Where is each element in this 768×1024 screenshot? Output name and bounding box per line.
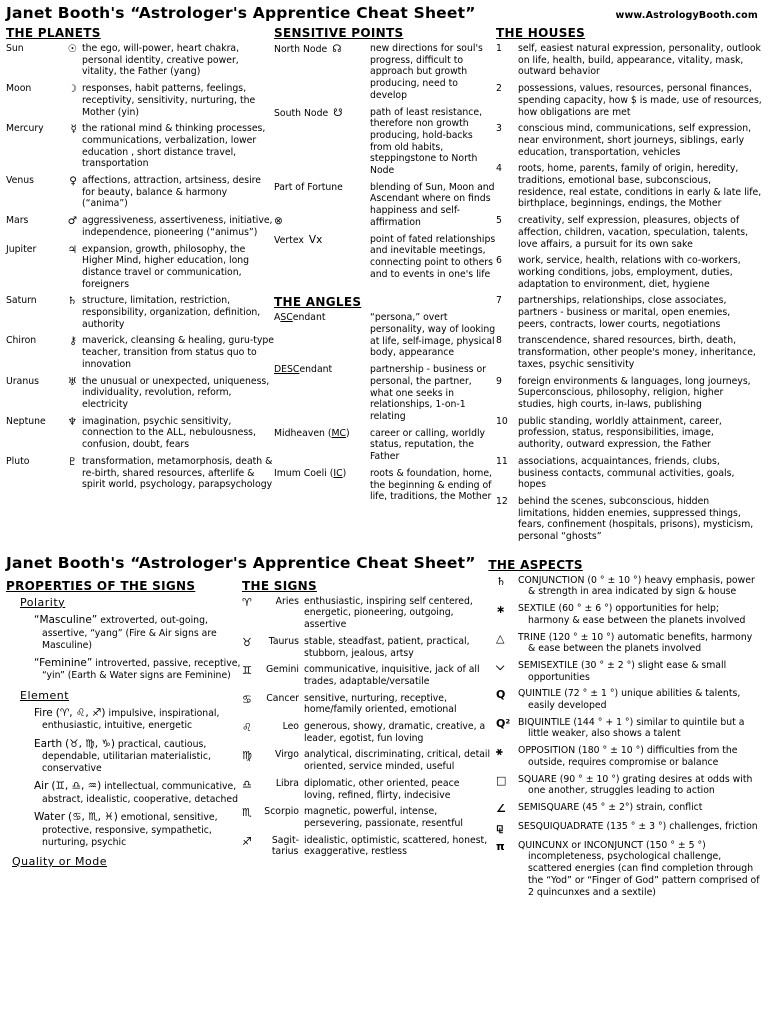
aspect-angle: (180 ° ± 10 °) — [578, 745, 644, 757]
aspect-name: BIQUINTILE — [518, 716, 571, 728]
aspect-angle: (120 ° ± 10 °) — [548, 631, 615, 643]
aspect-angle: (30 ° ± 2 °) — [580, 659, 635, 671]
element-label: Air — [34, 780, 49, 793]
aspect-description: difficulties from the outside, requires compromise or balance — [528, 745, 738, 768]
column-houses — [496, 22, 762, 548]
planet-term — [6, 295, 82, 330]
planet-description: the rational mind & thinking processes, communications, verbalization, lower education , short distance travel, transportation — [82, 123, 266, 170]
angle-description: career or calling, worldly status, reputation, the Father — [370, 427, 486, 463]
sensitive-point-term — [274, 182, 370, 229]
sign-name: Taurus — [268, 635, 299, 647]
aspect-description: unique abilities & talents, easily developed — [528, 688, 741, 712]
planet-term — [6, 416, 82, 451]
planet-description: affections, attraction, artsiness, desire for beauty, balance & harmony (“anima”) — [82, 175, 262, 210]
house-row — [496, 416, 762, 451]
element-block — [20, 689, 242, 849]
aspect-row — [492, 821, 762, 835]
element-label: Fire — [34, 706, 53, 719]
signs-list — [242, 596, 492, 858]
aspect-glyph-icon: ∗ — [496, 603, 506, 617]
aspect-angle: (72 ° ± 1 °) — [564, 688, 619, 700]
planet-term — [6, 215, 82, 238]
sign-row — [242, 721, 492, 744]
house-row — [496, 456, 762, 491]
heading-sensitive-points: SENSITIVE POINTS — [274, 26, 404, 40]
aspect-name: SQUARE — [518, 773, 557, 785]
aspect-glyph-icon: ⚹ — [496, 745, 503, 759]
planet-term — [6, 123, 82, 170]
properties-block — [6, 596, 242, 869]
element-sign-glyphs-icon: (♉, ♍, ♑) — [65, 737, 115, 750]
sensitive-point-glyph-icon: ☋ — [333, 106, 343, 119]
house-row — [496, 215, 762, 250]
sensitive-point-name: Part of Fortune — [274, 181, 343, 193]
polarity-item — [34, 614, 242, 652]
aspect-description: incompleteness, psychological challenge, scattered energies (can find completion through the “Yod” or “Finger of God” pattern comprised of 2 quincunxes and a sextile) — [528, 851, 760, 898]
planet-row — [6, 244, 274, 291]
sign-glyph-icon: ♌ — [242, 721, 252, 735]
heading-planets: THE PLANETS — [6, 26, 101, 40]
sign-term — [242, 835, 304, 858]
aspect-row — [492, 660, 762, 683]
page-title-2: Janet Booth's “Astrologer's Apprentice Cheat Sheet” — [6, 553, 476, 572]
planet-name: Mars — [6, 215, 29, 227]
aspect-row — [492, 745, 762, 768]
sign-row — [242, 596, 492, 631]
sign-glyph-icon: ♋ — [242, 692, 252, 706]
polarity-items — [20, 614, 242, 683]
aspect-name: SEMISEXTILE — [518, 659, 578, 671]
house-description: transcendence, shared resources, birth, death, transformation, other people's money, inheritance, taxes, psychic sensitivity — [518, 335, 756, 370]
angle-name: DESCendant — [274, 364, 333, 376]
house-description: work, service, health, relations with co-workers, working conditions, jobs, employment, duties, adaptation to environment, diet, hygiene — [518, 255, 741, 290]
aspect-name: TRINE — [518, 631, 546, 643]
angle-term — [274, 428, 370, 463]
aspect-text — [518, 603, 762, 626]
sign-description: generous, showy, dramatic, creative, a leader, egotist, fun loving — [304, 721, 486, 744]
sign-term — [242, 778, 304, 801]
aspects-list — [492, 575, 762, 898]
house-row — [496, 376, 762, 411]
polarity-title: Polarity — [20, 595, 66, 609]
element-sign-glyphs-icon: (♋, ♏, ♓) — [68, 811, 118, 824]
sign-glyph-icon: ♍ — [242, 749, 252, 763]
heading-angles: THE ANGLES — [274, 295, 362, 310]
aspect-angle: (135 ° ± 3 °) — [606, 820, 667, 832]
spacer — [274, 285, 496, 291]
sensitive-point-glyph-icon: Vx — [308, 233, 323, 246]
house-number: 10 — [496, 415, 508, 427]
sign-name: Sagit- tarius — [271, 834, 299, 858]
heading-properties: PROPERTIES OF THE SIGNS — [6, 578, 196, 593]
aspect-row — [492, 603, 762, 626]
aspect-description: slight ease & small opportunities — [528, 659, 727, 683]
house-description: public standing, worldly attainment, career, profession, status, responsibilities, image, authority, outward expression, the Father — [518, 415, 722, 451]
aspect-name: SEMISQUARE — [518, 801, 580, 813]
planet-row — [6, 215, 274, 238]
house-number: 7 — [496, 295, 502, 307]
planet-glyph-icon: ☽ — [67, 83, 77, 96]
sign-description: analytical, discriminating, critical, detail oriented, service minded, useful — [304, 749, 491, 773]
aspect-text — [518, 688, 762, 711]
aspect-name: SESQUIQUADRATE — [518, 820, 604, 832]
angle-row — [274, 364, 496, 423]
sensitive-point-term — [274, 234, 370, 281]
planet-name: Neptune — [6, 415, 46, 427]
sign-name: Aries — [275, 595, 299, 607]
polarity-label: “Masculine” — [34, 614, 98, 627]
sign-term — [242, 636, 304, 659]
planet-term — [6, 43, 82, 78]
planet-row — [6, 123, 274, 170]
angles-list — [274, 312, 496, 503]
angle-row — [274, 312, 496, 359]
sensitive-point-name: South Node — [274, 107, 329, 119]
page-title: Janet Booth's “Astrologer's Apprentice Cheat Sheet” — [6, 4, 476, 22]
aspect-name: CONJUNCTION — [518, 574, 585, 586]
aspect-angle: (60 ° ± 6 °) — [558, 603, 613, 615]
aspect-description: grating desires at odds with one another, struggles leading to action — [528, 773, 753, 797]
aspect-angle: (0 ° ± 10 °) — [587, 574, 642, 586]
aspect-row — [492, 717, 762, 740]
sign-name: Scorpio — [264, 806, 299, 818]
house-row — [496, 123, 762, 158]
element-text: emotional, sensitive, protective, responsive, sympathetic, nurturing, psychic — [42, 812, 218, 848]
planet-row — [6, 335, 274, 370]
aspect-row — [492, 575, 762, 598]
sign-glyph-icon: ♊ — [242, 664, 252, 678]
house-number: 12 — [496, 495, 508, 507]
aspect-text — [518, 821, 762, 835]
element-item — [34, 707, 242, 733]
aspect-glyph-icon: Q — [496, 688, 506, 702]
aspect-text — [518, 840, 762, 899]
planet-description: transformation, metamorphosis, death & re-birth, shared resources, afterlife & spirit world, psychology, parapsychology — [82, 455, 273, 491]
house-row — [496, 496, 762, 543]
sign-glyph-icon: ♏ — [242, 806, 252, 820]
angle-row — [274, 468, 496, 503]
website-url: www.AstrologyBooth.com — [615, 10, 758, 21]
planets-list — [6, 43, 274, 491]
houses-list — [496, 43, 762, 543]
sign-row — [242, 693, 492, 716]
aspect-text — [518, 717, 762, 740]
house-number: 9 — [496, 375, 502, 387]
planet-name: Mercury — [6, 123, 44, 135]
house-number: 1 — [496, 43, 502, 54]
sensitive-point-row — [274, 234, 496, 281]
planet-row — [6, 83, 274, 118]
planet-description: maverick, cleansing & healing, guru-type teacher, transition from status quo to innovation — [82, 335, 274, 370]
aspect-name: SEXTILE — [518, 603, 556, 615]
aspect-description: heavy emphasis, power & strength in area indicated by sign & house — [528, 574, 755, 598]
angle-name: ASCendant — [274, 312, 326, 324]
planet-row — [6, 376, 274, 411]
planet-description: responses, habit patterns, feelings, receptivity, sensitivity, nurturing, the Mother (yin) — [82, 83, 256, 118]
planet-row — [6, 295, 274, 330]
polarity-item — [34, 657, 242, 683]
aspect-row — [492, 632, 762, 655]
sensitive-point-description: blending of Sun, Moon and Ascendant where on finds happiness and self-affirmation — [370, 181, 495, 228]
planet-row — [6, 416, 274, 451]
sign-description: idealistic, optimistic, scattered, honest, exaggerative, restless — [304, 834, 488, 858]
house-row — [496, 83, 762, 118]
planet-term — [6, 335, 82, 370]
house-row — [496, 295, 762, 330]
aspect-glyph-icon: □ — [496, 773, 507, 787]
sign-row — [242, 664, 492, 687]
column-properties — [6, 575, 242, 903]
planet-name: Jupiter — [6, 243, 37, 255]
planet-glyph-icon: ♀ — [69, 175, 77, 188]
house-number: 4 — [496, 163, 502, 175]
column-aspects — [492, 575, 762, 903]
house-number: 11 — [496, 455, 508, 467]
aspect-angle: (144 ° + 1 °) — [573, 716, 634, 728]
top-columns — [6, 22, 762, 548]
column-signs — [242, 575, 492, 903]
house-row — [496, 163, 762, 210]
house-number: 2 — [496, 83, 502, 95]
heading-aspects: THE ASPECTS — [488, 557, 583, 572]
quality-title: Quality or Mode — [12, 854, 108, 868]
planet-glyph-icon: ♅ — [67, 375, 77, 388]
house-number: 6 — [496, 255, 502, 267]
aspect-row — [492, 840, 762, 899]
angle-term — [274, 312, 370, 359]
planet-term — [6, 376, 82, 411]
aspect-row — [492, 774, 762, 797]
element-items — [20, 707, 242, 849]
sign-description: diplomatic, other oriented, peace loving, refined, flirty, indecisive — [304, 777, 460, 801]
sensitive-points-list — [274, 43, 496, 280]
planet-name: Sun — [6, 43, 24, 54]
house-number: 8 — [496, 335, 502, 347]
element-sign-glyphs-icon: (♊, ♎, ♒) — [51, 780, 102, 793]
planet-name: Saturn — [6, 295, 37, 307]
angle-name: Midheaven (MC) — [274, 427, 350, 439]
aspect-glyph-icon: π — [496, 839, 505, 853]
aspect-glyph-icon: ♄ — [496, 574, 506, 588]
sign-term — [242, 749, 304, 772]
aspect-name: QUINCUNX or INCONJUNCT — [518, 839, 643, 851]
planet-term — [6, 83, 82, 118]
sensitive-point-glyph-icon: ☊ — [332, 43, 342, 55]
sign-term — [242, 664, 304, 687]
planet-glyph-icon: ♃ — [67, 243, 77, 256]
element-sign-glyphs-icon: (♈, ♌, ♐) — [55, 706, 106, 719]
sign-name: Leo — [282, 721, 299, 733]
planet-name: Pluto — [6, 455, 30, 467]
element-title: Element — [20, 688, 70, 702]
aspect-glyph-icon: Q² — [496, 716, 511, 730]
sensitive-point-row — [274, 107, 496, 177]
house-number: 5 — [496, 215, 502, 227]
angle-name: Imum Coeli (IC) — [274, 467, 347, 479]
sensitive-point-name: North Node — [274, 44, 328, 55]
sensitive-point-row — [274, 182, 496, 229]
planet-name: Chiron — [6, 335, 37, 347]
planet-description: the unusual or unexpected, uniqueness, individuality, revolution, reform, electricity — [82, 375, 270, 410]
masthead-top — [6, 4, 762, 22]
polarity-block — [20, 596, 242, 683]
planet-name: Moon — [6, 83, 32, 95]
sign-description: sensitive, nurturing, receptive, home/family oriented, emotional — [304, 692, 457, 716]
aspect-angle: (90 ° ± 10 °) — [559, 773, 620, 785]
sign-term — [242, 721, 304, 744]
house-description: possessions, values, resources, personal finances, spending capacity, how $ is made, use of resources, how obligations are met — [518, 83, 762, 118]
planet-description: expansion, growth, philosophy, the Higher Mind, higher education, long distance travel or communication, foreigners — [82, 243, 250, 290]
sign-name: Virgo — [275, 749, 299, 761]
element-text: practical, cautious, dependable, utilitarian materialistic, conservative — [42, 738, 211, 775]
planet-description: the ego, will-power, heart chakra, personal identity, creative power, vitality, the Father (yang) — [82, 43, 240, 78]
house-description: associations, acquaintances, friends, clubs, business contacts, communal activities, goals, hopes — [518, 455, 735, 491]
element-label: Water — [34, 811, 66, 824]
planet-name: Uranus — [6, 375, 39, 387]
planet-description: structure, limitation, restriction, responsibility, organization, definition, authority — [82, 295, 261, 330]
bottom-half — [6, 554, 762, 903]
planet-description: imagination, psychic sensitivity, connection to the ALL, nebulousness, confusion, doubt, fears — [82, 415, 256, 451]
sensitive-point-glyph-icon: ⊗ — [274, 215, 283, 228]
polarity-label: “Feminine” — [34, 656, 93, 669]
aspect-description: opportunities for help; harmony & ease between the planets involved — [528, 603, 746, 626]
house-description: conscious mind, communications, self expression, near environment, short journeys, siblings, early education, transportation, vehicles — [518, 123, 752, 158]
aspect-text — [518, 774, 762, 797]
sign-term — [242, 596, 304, 631]
column-sensitive-points — [274, 22, 496, 548]
aspect-description: strain, conflict — [636, 801, 703, 813]
element-text: intellectual, communicative, abstract, idealistic, cooperative, detached — [42, 781, 239, 805]
sign-glyph-icon: ♐ — [242, 834, 252, 848]
planet-glyph-icon: ⚷ — [69, 335, 77, 348]
aspect-text — [518, 745, 762, 768]
planet-name: Venus — [6, 175, 34, 187]
element-item — [34, 811, 242, 849]
element-label: Earth — [34, 737, 63, 750]
house-description: partnerships, relationships, close associates, partners - business or marital, open enemies, peers, contracts, lower courts, negotiations — [518, 295, 731, 330]
angle-description: partnership - business or personal, the partner, what one seeks in relationships, 1-on-1 relating — [370, 364, 486, 422]
masthead-bottom-row — [6, 554, 762, 575]
planet-description: aggressiveness, assertiveness, initiative, independence, pioneering (“animus”) — [82, 215, 273, 238]
sign-row — [242, 778, 492, 801]
planet-glyph-icon: ♄ — [67, 295, 77, 308]
element-item — [34, 780, 242, 806]
angle-row — [274, 428, 496, 463]
quality-block — [12, 855, 242, 869]
house-number: 3 — [496, 123, 502, 135]
house-description: creativity, self expression, pleasures, objects of affection, children, vacation, speculation, talents, love affairs, a pursuit for its own sake — [518, 215, 749, 250]
sign-row — [242, 749, 492, 772]
sign-glyph-icon: ♉ — [242, 635, 252, 649]
house-row — [496, 335, 762, 370]
house-description: roots, home, parents, family of origin, heredity, traditions, emotional base, subconscious, residence, real estate, conditions in early & late life, birthplace, beginnings, endings, the Mother — [518, 163, 762, 210]
planet-term — [6, 175, 82, 210]
heading-houses: THE HOUSES — [496, 26, 586, 40]
house-row — [496, 255, 762, 290]
sign-name: Libra — [275, 777, 299, 789]
aspect-angle: (150 ° ± 5 °) — [645, 839, 706, 851]
aspect-text — [518, 575, 762, 598]
angle-description: “persona,” overt personality, way of looking at life, self-image, physical body, appearance — [370, 312, 496, 359]
planet-row — [6, 456, 274, 491]
aspect-description: automatic benefits, harmony & ease between the planets involved — [528, 631, 753, 655]
heading-signs: THE SIGNS — [242, 578, 317, 593]
sign-glyph-icon: ♈ — [242, 595, 252, 609]
aspect-row — [492, 688, 762, 711]
sign-glyph-icon: ♎ — [242, 777, 252, 791]
aspect-glyph-icon: △ — [496, 631, 505, 645]
sign-description: communicative, inquisitive, jack of all trades, adaptable/versatile — [304, 664, 480, 687]
sign-name: Cancer — [266, 692, 299, 704]
aspect-glyph-icon: ⚼ — [496, 820, 504, 834]
aspect-glyph-icon: ⌵ — [496, 659, 505, 673]
aspect-angle: (45 ° ± 2°) — [582, 801, 634, 813]
sign-row — [242, 636, 492, 659]
house-description: foreign environments & languages, long journeys, Superconscious, philosophy, religion, higher studies, high courts, in-laws, publishing — [518, 375, 751, 410]
sign-row — [242, 806, 492, 829]
sign-row — [242, 835, 492, 858]
planet-row — [6, 175, 274, 210]
sign-description: magnetic, powerful, intense, persevering, passionate, resentful — [304, 806, 463, 829]
angle-term — [274, 364, 370, 423]
element-text: impulsive, inspirational, enthusiastic, intuitive, energetic — [42, 707, 220, 732]
sensitive-point-name: Vertex — [274, 234, 304, 246]
sign-name: Gemini — [265, 664, 299, 676]
element-item — [34, 738, 242, 776]
polarity-text: introverted, passive, receptive, “yin” (Earth & Water signs are Feminine) — [42, 657, 241, 682]
angle-description: roots & foundation, home, the beginning & ending of life, traditions, the Mother — [370, 467, 493, 503]
house-description: behind the scenes, subconscious, hidden limitations, hidden enemies, suppressed things, fears, confinement (hospitals, prisons), mysticism, personal “ghosts” — [518, 495, 754, 543]
house-row — [496, 43, 762, 78]
planet-glyph-icon: ☉ — [67, 43, 77, 55]
sensitive-point-description: path of least resistance, therefore non growth producing, hold-backs from old habits, steppingstone to North Node — [370, 106, 483, 177]
sensitive-point-description: point of fated relationships and inevitable meetings, connecting point to others and to events in one's life — [370, 233, 496, 280]
aspect-name: OPPOSITION — [518, 745, 576, 757]
sensitive-point-term — [274, 107, 370, 177]
sign-description: stable, steadfast, patient, practical, stubborn, jealous, artsy — [304, 635, 470, 659]
planet-term — [6, 244, 82, 291]
column-planets — [6, 22, 274, 548]
sensitive-point-row — [274, 43, 496, 102]
aspect-text — [518, 632, 762, 655]
angle-term — [274, 468, 370, 503]
aspect-row — [492, 802, 762, 816]
planet-glyph-icon: ♂ — [67, 215, 77, 228]
aspect-description: similar to quintile but a little weaker, also shows a talent — [528, 716, 745, 740]
planet-row — [6, 43, 274, 78]
sign-description: enthusiastic, inspiring self centered, energetic, pioneering, outgoing, assertive — [304, 595, 473, 631]
aspect-description: challenges, friction — [669, 820, 758, 832]
aspect-name: QUINTILE — [518, 688, 562, 700]
planet-glyph-icon: ♇ — [67, 455, 77, 468]
planet-glyph-icon: ♆ — [67, 415, 77, 428]
bottom-columns — [6, 575, 762, 903]
sign-term — [242, 806, 304, 829]
sensitive-point-term — [274, 43, 370, 102]
aspect-text — [518, 802, 762, 816]
planet-term — [6, 456, 82, 491]
sensitive-point-description: new directions for soul's progress, difficult to approach but growth producing, need to develop — [370, 43, 483, 101]
polarity-text: extroverted, out-going, assertive, “yang” (Fire & Air signs are Masculine) — [42, 615, 217, 651]
planet-glyph-icon: ☿ — [70, 123, 77, 136]
aspect-glyph-icon: ∠ — [496, 801, 506, 815]
sign-term — [242, 693, 304, 716]
aspect-text — [518, 660, 762, 683]
house-description: self, easiest natural expression, personality, outlook on life, health, build, appearance, vitality, mask, outward behavior — [518, 43, 761, 78]
